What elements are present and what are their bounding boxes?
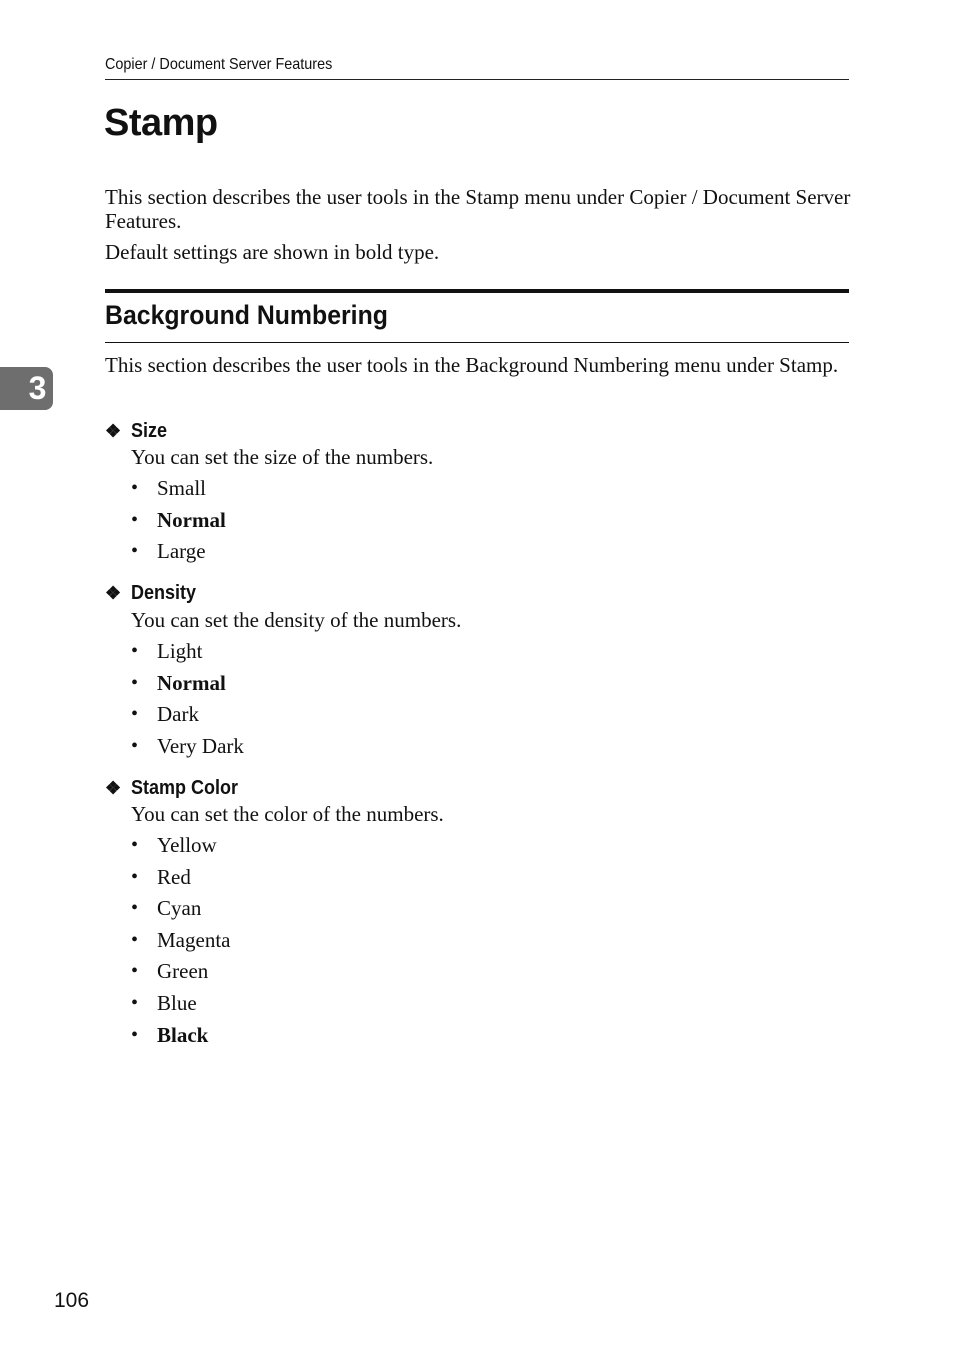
option-label: Small [157, 476, 207, 500]
item-description: You can set the density of the numbers. [131, 608, 462, 632]
item-heading-label: Density [131, 582, 197, 604]
running-header: Copier / Document Server Features [105, 56, 333, 73]
diamond-bullet-icon: ❖ [105, 778, 122, 798]
bullet-icon: • [131, 928, 139, 951]
chapter-tab: 3 [0, 367, 53, 410]
option-label: Very Dark [157, 733, 244, 758]
option-label: Yellow [157, 833, 217, 857]
diamond-bullet-icon: ❖ [105, 583, 122, 603]
bullet-icon: • [131, 477, 139, 499]
bullet-icon: • [131, 734, 139, 757]
item-description: You can set the color of the numbers. [131, 802, 444, 826]
option-label: Black [157, 1022, 209, 1047]
section-title: Background Numbering [105, 300, 388, 330]
default-settings-note: Default settings are shown in bold type. [105, 240, 440, 264]
header-rule [105, 79, 849, 80]
diamond-bullet-icon: ❖ [105, 421, 122, 441]
option-label: Magenta [157, 927, 231, 952]
section-rule-bottom [105, 342, 849, 343]
page-title: Stamp [104, 102, 218, 144]
section-intro: This section describes the user tools in the Background Numbering menu under Stamp. [105, 353, 839, 377]
option-label: Blue [157, 990, 197, 1015]
item-heading-label: Size [131, 420, 168, 442]
section-rule-top [105, 289, 849, 293]
bullet-icon: • [131, 960, 139, 983]
bullet-icon: • [131, 991, 139, 1014]
bullet-icon: • [131, 540, 139, 563]
option-label: Green [157, 959, 209, 984]
item-heading-density [105, 582, 203, 605]
option-label: Normal [157, 507, 226, 532]
bullet-icon: • [131, 834, 139, 856]
option-label: Normal [157, 670, 226, 695]
option-label: Large [157, 539, 206, 564]
item-heading-label: Stamp Color [131, 777, 239, 799]
bullet-icon: • [131, 508, 139, 531]
bullet-icon: • [131, 640, 139, 662]
bullet-icon: • [131, 865, 139, 888]
bullet-icon: • [131, 703, 139, 726]
intro-paragraph: This section describes the user tools in the Stamp menu under Copier / Document Server Features. [105, 185, 851, 233]
page-number: 106 [54, 1289, 90, 1312]
option-label: Red [157, 864, 191, 889]
item-heading-size [105, 420, 171, 443]
item-heading-stamp-color [105, 777, 250, 800]
item-description: You can set the size of the numbers. [131, 445, 434, 469]
option-label: Dark [157, 702, 199, 727]
option-label: Cyan [157, 896, 202, 921]
bullet-icon: • [131, 1023, 139, 1046]
bullet-icon: • [131, 897, 139, 920]
bullet-icon: • [131, 671, 139, 694]
option-label: Light [157, 639, 203, 663]
